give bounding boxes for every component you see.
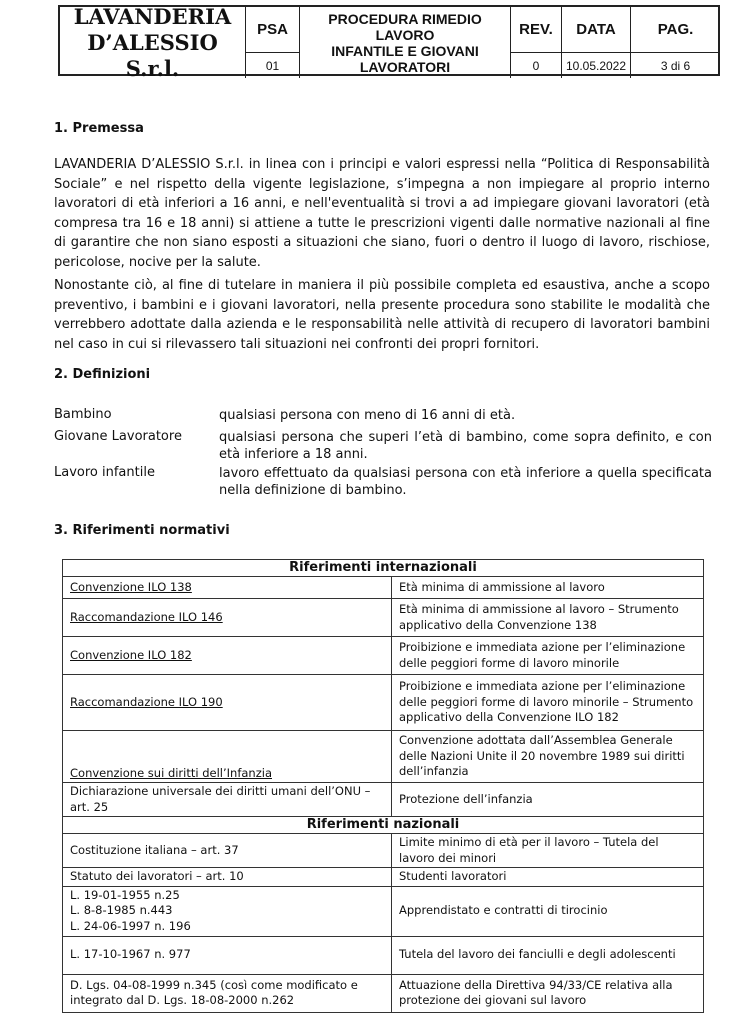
page-label: PAG. [631,7,720,53]
section-title-riferimenti: 3. Riferimenti normativi [54,523,230,538]
reference-link[interactable]: Raccomandazione ILO 146 [63,599,392,637]
definition-term: Lavoro infantile [54,465,155,480]
rev-value: 0 [511,53,562,78]
date-label: DATA [562,7,631,53]
reference-desc: Studenti lavoratori [392,868,704,887]
reference-link[interactable]: Convenzione ILO 138 [63,577,392,599]
page-value: 3 di 6 [660,58,691,73]
reference-link[interactable]: Raccomandazione ILO 190 [63,675,392,731]
rev-label: REV. [511,7,562,53]
references-table [62,559,704,1013]
definition-desc: qualsiasi persona che superi l’età di bambino, come sopra definito, e con età inferiore a 18 anni. [219,430,712,462]
table-row [63,974,704,1012]
reference-desc: Convenzione adottata dall’Assemblea Generale delle Nazioni Unite il 20 novembre 1989 sui diritti dell’infanzia [392,731,704,783]
reference-desc: Tutela del lavoro dei fanciulli e degli adolescenti [392,936,704,974]
premessa-paragraph-2: Nonostante ciò, al fine di tutelare in maniera il più possibile completa ed esaustiva, anche a scopo preventivo, i bambini e i giovani lavoratori, nella presente procedura sono stabilite le modalità che verrebbero adottate dalla azienda e le responsabilità nelle attività di recupero di lavoratori bambini nel caso in cui si rilevassero tali situazioni nei confronti dei propri fornitori. [54,278,710,352]
company-name: LAVANDERIA D’ALESSIO S.r.l. [60,7,246,78]
table-row [63,675,704,731]
table-group-header [63,817,704,834]
reference-name: Costituzione italiana – art. 37 [63,834,392,868]
table-row [63,868,704,887]
reference-name: Dichiarazione universale dei diritti umani dell’ONU – art. 25 [63,783,392,817]
section-title-definizioni: 2. Definizioni [54,367,151,382]
international-header: Riferimenti internazionali [63,560,704,577]
reference-desc: Attuazione della Direttiva 94/33/CE relativa alla protezione dei giovani sul lavoro [392,974,704,1012]
table-row [63,731,704,783]
national-header: Riferimenti nazionali [63,817,704,834]
premessa-paragraph-1: LAVANDERIA D’ALESSIO S.r.l. in linea con i principi e valori espressi nella “Politica di Responsabilità Sociale” e nel rispetto della vigente legislazione, s’impegna a non impiegare al proprio interno lavoratori di età inferiori a 16 anni, e nell'eventualità si trovi a ad impiegare giovani lavoratori (età compresa tra 16 e 18 anni) si attiene a tutte le prescrizioni vigenti dalle normative nazionali al fine di garantire che non siano esposti a situazioni che siano, fuori o dentro il luogo di lavoro, rischiose, pericolose, nocive per la salute. [54,157,710,270]
reference-desc: Protezione dell’infanzia [392,783,704,817]
reference-desc: Età minima di ammissione al lavoro – Strumento applicativo della Convenzione 138 [392,599,704,637]
table-row [63,936,704,974]
definition-desc: qualsiasi persona con meno di 16 anni di età. [219,408,516,423]
document-header [58,3,720,81]
table-row [63,783,704,817]
definition-term: Giovane Lavoratore [54,429,182,444]
reference-link[interactable]: Convenzione sui diritti dell’Infanzia [63,731,392,783]
psa-label: PSA [246,7,300,53]
table-group-header [63,560,704,577]
table-row [63,637,704,675]
reference-desc: Età minima di ammissione al lavoro [392,577,704,599]
table-row [63,577,704,599]
document-title: PROCEDURA RIMEDIO LAVORO INFANTILE E GIOVANI LAVORATORI [300,7,511,78]
psa-value: 01 [246,53,300,78]
reference-desc: Limite minimo di età per il lavoro – Tutela del lavoro dei minori [392,834,704,868]
reference-name: D. Lgs. 04-08-1999 n.345 (così come modificato e integrato dal D. Lgs. 18-08-2000 n.262 [63,974,392,1012]
section-title-premessa: 1. Premessa [54,121,144,136]
table-row [63,599,704,637]
definition-term: Bambino [54,407,112,422]
reference-name: L. 19-01-1955 n.25 L. 8-8-1985 n.443 L. 24-06-1997 n. 196 [63,886,392,936]
reference-desc: Proibizione e immediata azione per l’eliminazione delle peggiori forme di lavoro minorile – Strumento applicativo della Convenzione ILO 182 [392,675,704,731]
table-row [63,886,704,936]
reference-name: Statuto dei lavoratori – art. 10 [63,868,392,887]
reference-link[interactable]: Convenzione ILO 182 [63,637,392,675]
reference-desc: Proibizione e immediata azione per l’eliminazione delle peggiori forme di lavoro minorile [392,637,704,675]
date-value: 10.05.2022 [562,53,631,78]
table-row [63,834,704,868]
definition-desc: lavoro effettuato da qualsiasi persona con età inferiore a quella specificata nella definizione di bambino. [219,466,712,498]
reference-desc: Apprendistato e contratti di tirocinio [392,886,704,936]
reference-name: L. 17-10-1967 n. 977 [63,936,392,974]
